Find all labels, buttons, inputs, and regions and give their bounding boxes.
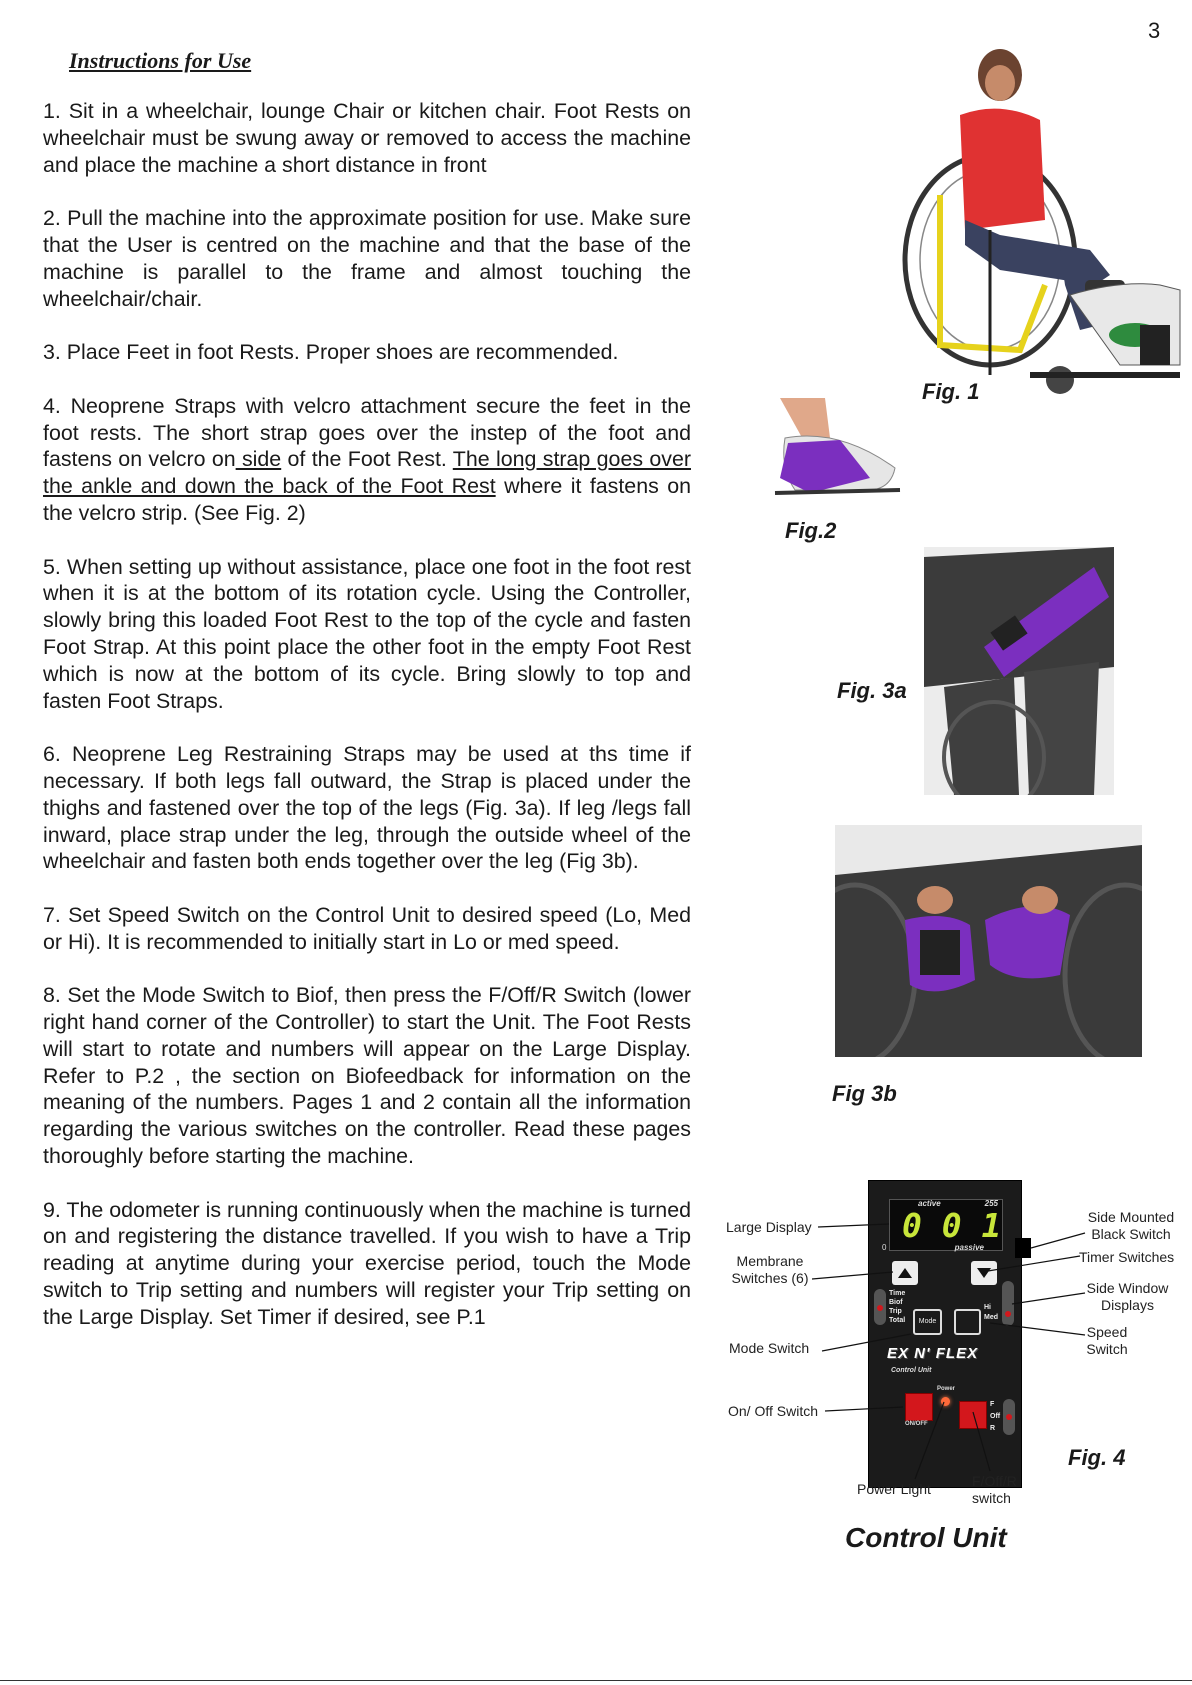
leg-strap-illustration xyxy=(835,825,1142,1057)
large-display xyxy=(889,1199,1003,1251)
step-4-part-d: The long strap goes over the ankle and down the back of the Foot Rest xyxy=(43,447,691,499)
for-switch-window xyxy=(1003,1399,1015,1435)
on-off-label: ON/OFF xyxy=(905,1421,928,1427)
power-light xyxy=(941,1397,950,1406)
callout-speed-switch: Speed Switch xyxy=(1086,1324,1128,1357)
timer-window-led xyxy=(877,1305,883,1311)
step-3: 3. Place Feet in foot Rests. Proper shoes are recommended. xyxy=(43,340,619,365)
for-switch-led xyxy=(1006,1414,1012,1420)
callout-mode-switch: Mode Switch xyxy=(729,1340,810,1356)
mode-button[interactable] xyxy=(913,1309,942,1335)
fig4-label: Fig. 4 xyxy=(1068,1445,1126,1470)
speed-switch-led xyxy=(1005,1311,1011,1317)
on-off-button[interactable] xyxy=(905,1393,933,1421)
step-8: 8. Set the Mode Switch to Biof, then press the F/Off/R Switch (lower right hand corner of the Controller) to start the Unit. The Foot Rests will start to rotate and numbers will appear on the Large Display. Refer to P.2 , the section on Biofeedback for information on the meaning of the numbers. Pages 1 and 2 contain all the information regarding the various switches on the controller. Read these pages thoroughly before starting the machine. xyxy=(43,983,691,1169)
fig3a-label: Fig. 3a xyxy=(837,678,907,703)
step-4-part-a: 4. Neoprene Straps with velcro attachment secure the feet in the foot rests. The short strap goes over the instep of the foot and fastens on velcro on xyxy=(43,393,691,472)
display-side-value: 0 xyxy=(882,1243,887,1252)
display-passive-label: passive xyxy=(954,1243,984,1252)
callout-power-light: Power Light xyxy=(857,1481,931,1497)
fig2-photo-foot-strap xyxy=(770,398,910,508)
display-active-label: active xyxy=(918,1199,941,1208)
display-digits: 0 0 1 xyxy=(902,1206,1002,1245)
for-button[interactable] xyxy=(959,1401,987,1429)
callout-timer-switches: Timer Switches xyxy=(1079,1249,1175,1265)
membrane-blank-button[interactable] xyxy=(954,1309,981,1335)
mode-button-label: Mode xyxy=(918,1318,937,1325)
callout-for-switch: F/Off/R switch xyxy=(972,1473,1017,1506)
callout-on-off-switch: On/ Off Switch xyxy=(728,1403,818,1419)
callout-side-mounted-switch: Side Mounted Black Switch xyxy=(1087,1209,1175,1242)
callout-side-window-displays: Side Window Displays xyxy=(1086,1280,1169,1313)
display-max-label: 255 xyxy=(984,1199,998,1208)
step-6: 6. Neoprene Leg Restraining Straps may be used at ths time if necessary. If both legs fall outward, the Strap is placed under the thighs and fastened over the top of the legs (Fig. 3a). If leg /legs fall inward, place strap under the leg, through the outside wheel of the wheelchair and fasten both ends together over the leg (Fig 3b). xyxy=(43,742,691,874)
for-labels: F Off R xyxy=(990,1401,1001,1432)
control-unit-panel xyxy=(868,1180,1022,1488)
fig3b-label: Fig 3b xyxy=(832,1081,897,1106)
arrow-down-icon xyxy=(971,1261,997,1285)
step-4 xyxy=(43,393,691,527)
step-9: 9. The odometer is running continuously when the machine is turned on and registering the distance travelled. If you wish to have a Trip reading at anytime during your exercise period, touch the Mode switch to Trip setting and numbers will register your Trip setting on the Large Display. Set Timer if desired, see P.1 xyxy=(43,1197,691,1329)
membrane-up-button[interactable] xyxy=(892,1261,918,1285)
instructions-column xyxy=(43,98,691,1357)
step-4-part-e: where it fastens on the velcro strip. (See Fig. 2) xyxy=(43,474,691,525)
speed-labels: Hi Med xyxy=(984,1304,998,1321)
fig1-photo-wheelchair-user xyxy=(880,35,1190,425)
timer-mode-labels: Time Biof Trip Total xyxy=(889,1290,906,1324)
callout-large-display: Large Display xyxy=(726,1219,812,1235)
step-4-part-b: side xyxy=(235,447,282,472)
page-number: 3 xyxy=(1148,18,1161,43)
fig3b-photo-leg-strap xyxy=(835,825,1142,1057)
step-7: 7. Set Speed Switch on the Control Unit to desired speed (Lo, Med or Hi). It is recommended to initially start in Lo or med speed. xyxy=(43,902,691,954)
page-heading: Instructions for Use xyxy=(69,48,252,73)
fig1-label: Fig. 1 xyxy=(922,379,980,404)
speed-switch[interactable] xyxy=(1002,1281,1014,1326)
step-1: 1. Sit in a wheelchair, lounge Chair or kitchen chair. Foot Rests on wheelchair must be swung away or removed to access the machine and place the machine a short distance in front xyxy=(43,99,691,177)
side-mounted-black-switch[interactable] xyxy=(1015,1238,1031,1258)
step-5: 5. When setting up without assistance, place one foot in the foot rest when it is at the bottom of its rotation cycle. Using the Controller, slowly bring this loaded Foot Rest to the top of the cycle and fasten Foot Strap. At this point place the other foot in the empty Foot Rest which is now at the bottom of its cycle. Bring slowly to top and fasten Foot Straps. xyxy=(43,554,691,713)
brand-logo: EX N' FLEX xyxy=(887,1345,979,1362)
brand-subtitle: Control Unit xyxy=(891,1367,932,1374)
foot-strap-illustration xyxy=(770,398,910,508)
timer-window xyxy=(874,1289,886,1325)
wheelchair-illustration xyxy=(880,35,1190,425)
step-2: 2. Pull the machine into the approximate position for use. Make sure that the User is centred on the machine and that the base of the machine is parallel to the frame and almost touching the wheelchair/chair. xyxy=(43,206,691,311)
callout-membrane-switches: Membrane Switches (6) xyxy=(731,1253,809,1286)
control-unit-title: Control Unit xyxy=(845,1522,1007,1553)
membrane-down-button[interactable] xyxy=(971,1261,997,1285)
fig3a-photo-thigh-strap xyxy=(924,547,1114,795)
arrow-up-icon xyxy=(892,1261,918,1285)
thigh-strap-illustration xyxy=(924,547,1114,795)
page-bottom-rule xyxy=(0,1680,1192,1681)
power-label: Power xyxy=(937,1386,956,1392)
step-4-part-c: of the Foot Rest. xyxy=(281,447,453,472)
fig2-label: Fig.2 xyxy=(785,518,837,543)
